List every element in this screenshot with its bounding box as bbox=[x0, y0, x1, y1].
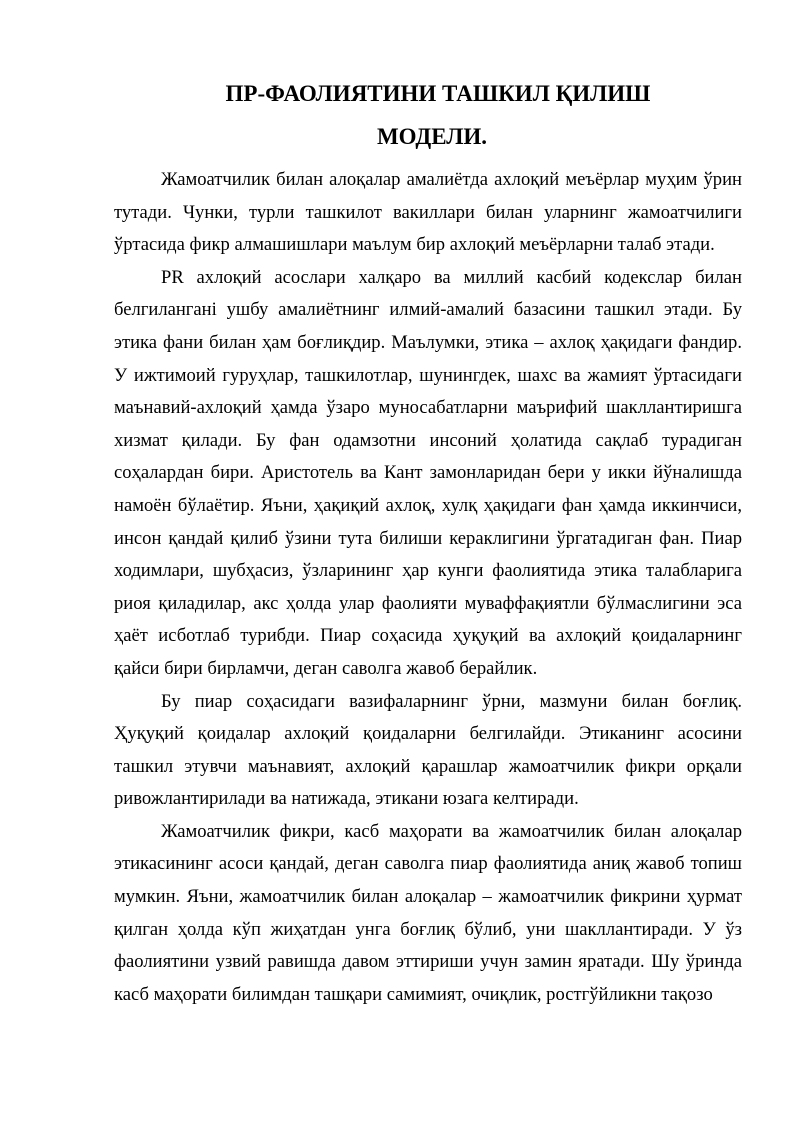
document-title-line-1: ПР-ФАОЛИЯТИНИ ТАШКИЛ ҚИЛИШ bbox=[225, 81, 651, 106]
paragraph-1: Жамоатчилик билан алоқалар амалиётда ахлоқий меъёрлар муҳим ўрин тутади. Чунки, турли ташкилот вакиллари билан уларнинг жамоатчилиги ўртасида фикр алмашишлари маълум бир ахлоқий меъёрларни талаб этади. bbox=[114, 169, 742, 256]
paragraph-3: Бу пиар соҳасидаги вазифаларнинг ўрни, мазмуни билан боғлиқ. Ҳуқуқий қоидалар ахлоқий қоидаларни белгилайди. Этиканинг асосини ташкил этувчи маънавият, ахлоқий қарашлар жамоатчилик фикри орқали ривожлантирилади ва натижада, этикани юзага келтиради. bbox=[114, 690, 742, 810]
paragraph-2: PR ахлоқий асослари халқаро ва миллий касбий кодекслар билан белгиланганi ушбу амалиётнинг илмий-амалий базасини ташкил этади. Бу этика фани билан ҳам боғлиқдир. Маълумки, этика – ахлоқ ҳақидаги фандир. У ижтимоий гуруҳлар, ташкилотлар, шунингдек, шахс ва жамият ўртасидаги маънавий-ахлоқий ҳамда ўзаро муносабатларни маърифий шакллантиришга хизмат қилади. Бу фан одамзотни инсоний ҳолатида сақлаб турадиган соҳалардан бири. Аристотель ва Кант замонларидан бери у икки йўналишда намоён бўлаётир. Яъни, ҳақиқий ахлоқ, хулқ ҳақидаги фан ҳамда иккинчиси, инсон қандай қилиб ўзини тута билиши кераклигини ўргатадиган фан. Пиар ходимлари, шубҳасиз, ўзларининг ҳар кунги фаолиятида этика талабларига риоя қиладилар, акс ҳолда улар фаолияти муваффақиятли бўлмаслигини эса ҳаёт исботлаб турибди. Пиар соҳасида ҳуқуқий ва ахлоқий қоидаларнинг қайси бири бирламчи, деган саволга жавоб берайлик. bbox=[114, 266, 742, 679]
document-body bbox=[114, 164, 742, 1011]
paragraph-4: Жамоатчилик фикри, касб маҳорати ва жамоатчилик билан алоқалар этикасининг асоси қандай, деган саволга пиар фаолиятида аниқ жавоб топиш мумкин. Яъни, жамоатчилик билан алоқалар – жамоатчилик фикрини ҳурмат қилган ҳолда кўп жиҳатдан унга боғлиқ бўлиб, уни шакллантиради. У ўз фаолиятини узвий равишда давом эттириши учун замин яратади. Шу ўринда касб маҳорати билимдан ташқари самимият, очиқлик, ростгўйликни тақозо bbox=[114, 820, 742, 1005]
document-title-line-2: МОДЕЛИ. bbox=[376, 124, 488, 149]
